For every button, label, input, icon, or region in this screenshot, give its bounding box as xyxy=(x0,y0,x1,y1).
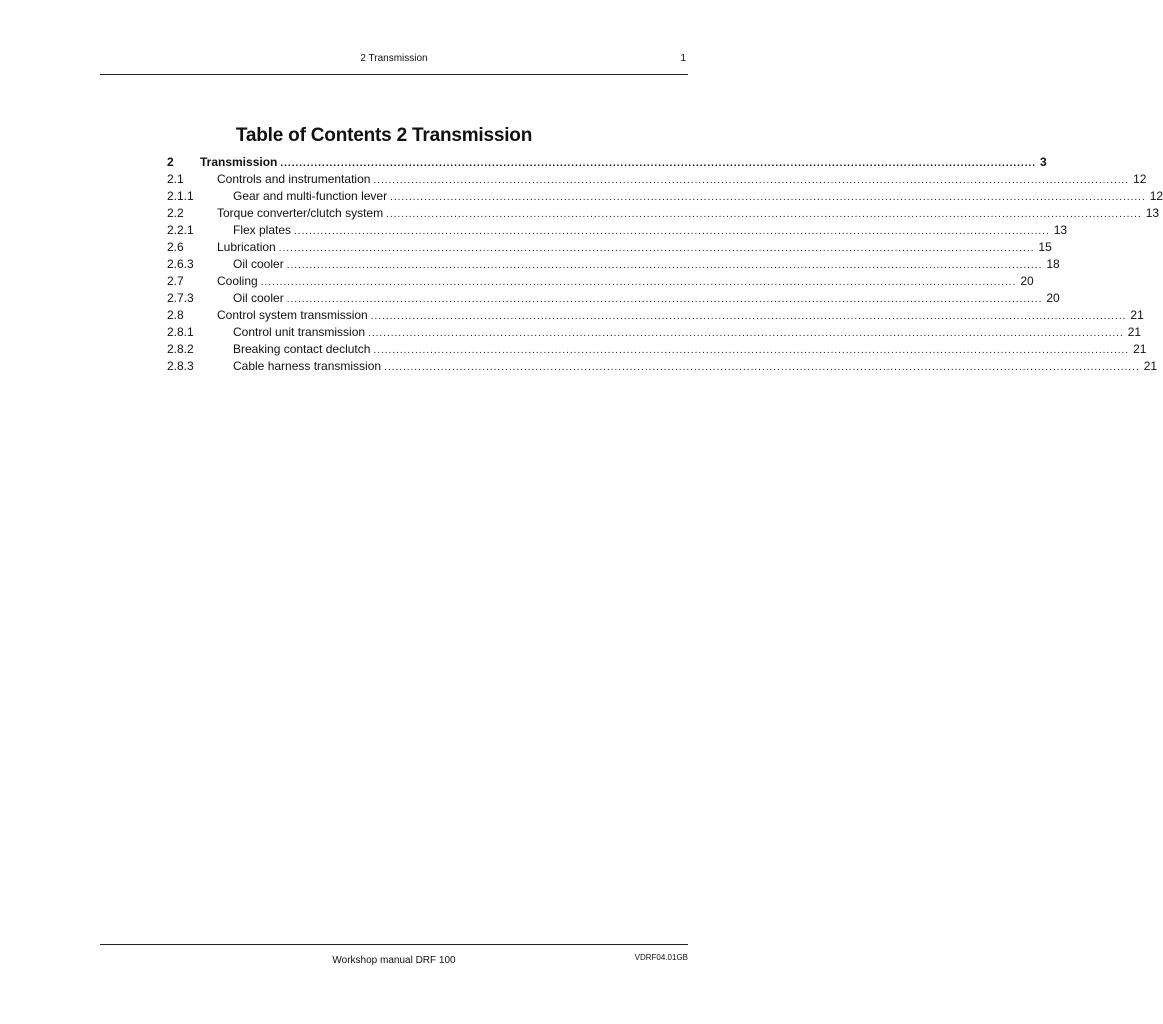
toc-entry-leader: ........................................................................................................................................................................................................ xyxy=(280,158,1037,169)
toc-entry-number: 2.1.1 xyxy=(167,189,194,203)
toc-entry-number: 2.8.3 xyxy=(167,359,194,373)
header-chapter-title: 2 Transmission xyxy=(360,53,428,64)
toc-entry-page: 21 xyxy=(1130,308,1144,322)
toc-entry[interactable] xyxy=(167,324,1142,341)
toc-entry-leader: ........................................................................................................................................................................................................ xyxy=(384,362,1140,373)
toc-entry-number: 2.2.1 xyxy=(167,223,194,237)
toc-entry[interactable] xyxy=(167,307,1144,324)
toc-entry-page: 12 xyxy=(1149,189,1163,203)
toc-entry-leader: ........................................................................................................................................................................................................ xyxy=(390,192,1146,203)
toc-entry-line xyxy=(233,290,1060,308)
toc-entry[interactable] xyxy=(167,154,1047,171)
toc-entry-page: 3 xyxy=(1040,155,1047,169)
header-page-number: 1 xyxy=(680,53,686,64)
toc-entry-title: Gear and multi-function lever xyxy=(233,189,388,203)
toc-entry[interactable] xyxy=(167,256,1060,273)
toc-entry-page: 12 xyxy=(1133,172,1147,186)
toc-entry[interactable] xyxy=(167,205,1160,222)
toc-entry-title: Breaking contact declutch xyxy=(233,342,371,356)
toc-entry-title: Control system transmission xyxy=(217,308,368,322)
toc-entry-leader: ........................................................................................................................................................................................................ xyxy=(294,226,1050,237)
toc-entry-line xyxy=(217,205,1160,223)
toc-entry-title: Oil cooler xyxy=(233,291,284,305)
toc-entry-line xyxy=(217,239,1052,257)
toc-entry-line xyxy=(233,222,1068,240)
toc-entry-line xyxy=(233,188,1163,206)
toc-entry-title: Oil cooler xyxy=(233,257,284,271)
toc-entry-line xyxy=(217,273,1034,291)
toc-entry-title: Lubrication xyxy=(217,240,276,254)
toc-entry-leader: ........................................................................................................................................................................................................ xyxy=(286,260,1043,271)
document-title: Table of Contents 2 Transmission xyxy=(235,125,533,146)
toc-entry-number: 2.8 xyxy=(167,308,184,322)
toc-entry-line xyxy=(233,341,1147,359)
footer-manual-title: Workshop manual DRF 100 xyxy=(332,955,456,966)
toc-entry[interactable] xyxy=(167,222,1068,239)
toc-entry-title: Torque converter/clutch system xyxy=(217,206,384,220)
toc-entry-title: Controls and instrumentation xyxy=(217,172,371,186)
toc-entry-page: 18 xyxy=(1046,257,1060,271)
toc-entry-page: 20 xyxy=(1020,274,1034,288)
toc-entry-page: 21 xyxy=(1143,359,1158,373)
toc-entry[interactable] xyxy=(167,341,1147,358)
toc-entry-title: Transmission xyxy=(200,155,278,169)
table-of-contents xyxy=(167,154,1163,375)
toc-entry-page: 13 xyxy=(1053,223,1068,237)
toc-entry[interactable] xyxy=(167,290,1060,307)
toc-entry-page: 15 xyxy=(1038,240,1052,254)
toc-entry-title: Flex plates xyxy=(233,223,292,237)
toc-entry[interactable] xyxy=(167,358,1158,375)
toc-entry-number: 2.8.2 xyxy=(167,342,194,356)
toc-entry-title: Cooling xyxy=(217,274,258,288)
toc-entry-page: 20 xyxy=(1046,291,1060,305)
toc-entry-number: 2.6 xyxy=(167,240,184,254)
toc-entry-leader: ........................................................................................................................................................................................................ xyxy=(373,175,1130,186)
toc-entry-number: 2 xyxy=(167,155,174,169)
toc-entry[interactable] xyxy=(167,239,1052,256)
toc-entry-number: 2.1 xyxy=(167,172,184,186)
toc-entry-line xyxy=(217,307,1144,325)
toc-entry[interactable] xyxy=(167,273,1034,290)
toc-entry-page: 13 xyxy=(1145,206,1160,220)
toc-entry-line xyxy=(233,358,1158,376)
toc-entry-page: 21 xyxy=(1127,325,1142,339)
toc-entry-number: 2.7 xyxy=(167,274,184,288)
toc-entry-leader: ........................................................................................................................................................................................................ xyxy=(368,328,1124,339)
toc-entry-title: Control unit transmission xyxy=(233,325,366,339)
toc-entry-title: Cable harness transmission xyxy=(233,359,382,373)
toc-entry-leader: ........................................................................................................................................................................................................ xyxy=(286,294,1043,305)
toc-entry-leader: ........................................................................................................................................................................................................ xyxy=(373,345,1130,356)
toc-entry-line xyxy=(217,171,1147,189)
toc-entry-number: 2.8.1 xyxy=(167,325,194,339)
page-header xyxy=(100,50,688,75)
toc-entry[interactable] xyxy=(167,171,1147,188)
footer-document-code: VDRF04.01GB xyxy=(634,953,688,962)
toc-entry-line xyxy=(233,256,1060,274)
toc-entry-page: 21 xyxy=(1133,342,1147,356)
toc-entry-number: 2.6.3 xyxy=(167,257,194,271)
toc-entry-leader: ........................................................................................................................................................................................................ xyxy=(260,277,1017,288)
toc-entry-number: 2.7.3 xyxy=(167,291,194,305)
toc-entry-line xyxy=(200,154,1047,172)
toc-entry-leader: ........................................................................................................................................................................................................ xyxy=(370,311,1127,322)
toc-entry[interactable] xyxy=(167,188,1163,205)
toc-entry-leader: ........................................................................................................................................................................................................ xyxy=(386,209,1142,220)
page-footer xyxy=(100,944,688,969)
toc-entry-leader: ........................................................................................................................................................................................................ xyxy=(278,243,1035,254)
toc-entry-number: 2.2 xyxy=(167,206,184,220)
toc-entry-line xyxy=(233,324,1142,342)
